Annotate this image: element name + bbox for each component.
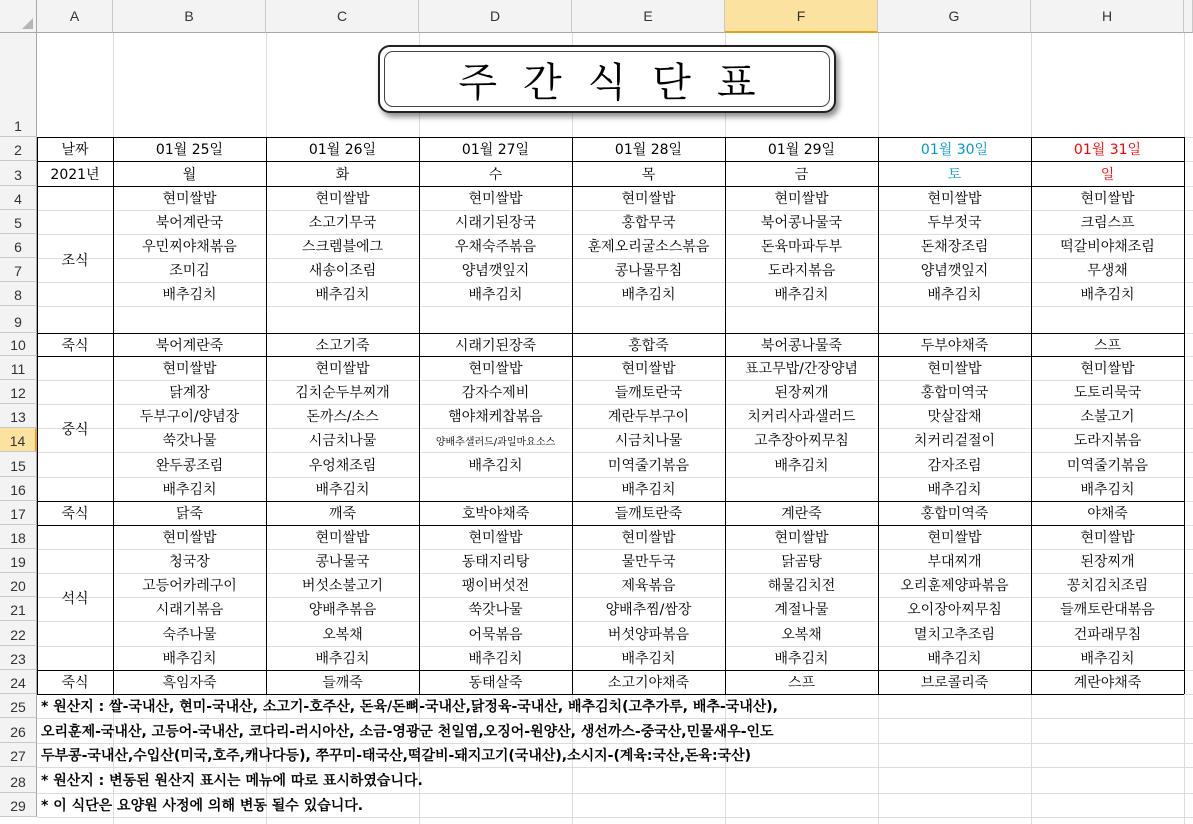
menu-cell[interactable]: 현미쌀밥 bbox=[315, 191, 370, 207]
menu-cell[interactable]: 김치순두부찌개 bbox=[295, 385, 390, 401]
row-header-27[interactable]: 27 bbox=[0, 743, 37, 767]
date-cell[interactable]: 01월 27일 bbox=[461, 142, 530, 158]
row-header-3[interactable]: 3 bbox=[0, 161, 37, 186]
menu-cell[interactable]: 홍합무국 bbox=[621, 215, 676, 231]
menu-cell[interactable]: 소고기야채죽 bbox=[607, 675, 690, 691]
menu-cell[interactable]: 양배추찜/쌈장 bbox=[605, 602, 692, 618]
select-all-corner[interactable] bbox=[0, 0, 37, 33]
menu-cell[interactable]: 멸치고추조림 bbox=[913, 626, 996, 643]
menu-cell[interactable]: 배추김치 bbox=[774, 651, 829, 667]
row-header-24[interactable]: 24 bbox=[0, 670, 37, 694]
weekday-cell[interactable]: 화 bbox=[335, 166, 350, 183]
menu-cell[interactable]: 배추김치 bbox=[468, 287, 523, 303]
menu-cell[interactable]: 북어콩나물죽 bbox=[760, 337, 843, 354]
menu-cell[interactable]: 감자수제비 bbox=[461, 385, 530, 401]
row-header-25[interactable]: 25 bbox=[0, 694, 37, 718]
menu-cell[interactable]: 해물김치전 bbox=[767, 578, 836, 594]
menu-cell[interactable]: 도라지볶음 bbox=[1073, 433, 1142, 449]
row-header-22[interactable]: 22 bbox=[0, 621, 37, 646]
menu-cell[interactable]: 현미쌀밥 bbox=[927, 361, 982, 377]
menu-cell[interactable]: 호박야채죽 bbox=[461, 506, 530, 522]
menu-cell[interactable]: 현미쌀밥 bbox=[621, 530, 676, 546]
menu-cell[interactable]: 배추김치 bbox=[774, 457, 829, 474]
row-header-11[interactable]: 11 bbox=[0, 356, 37, 380]
menu-cell[interactable]: 현미쌀밥 bbox=[315, 361, 370, 377]
menu-cell[interactable]: 어묵볶음 bbox=[468, 626, 523, 643]
origin-note-line: * 이 식단은 요양원 사정에 의해 변동 될수 있습니다. bbox=[41, 798, 364, 814]
menu-cell[interactable]: 돈육마파두부 bbox=[760, 239, 843, 255]
menu-cell[interactable]: 소고기죽 bbox=[315, 337, 370, 354]
menu-cell[interactable]: 쑥갓나물 bbox=[162, 433, 217, 449]
menu-cell[interactable]: 부대찌개 bbox=[927, 554, 982, 570]
menu-cell[interactable]: 닭죽 bbox=[175, 506, 204, 522]
weekday-cell[interactable]: 토 bbox=[947, 166, 962, 183]
row-header-4[interactable]: 4 bbox=[0, 186, 37, 210]
menu-cell[interactable]: 동태지리탕 bbox=[461, 554, 530, 570]
menu-cell[interactable]: 계란두부구이 bbox=[607, 409, 690, 425]
menu-cell[interactable]: 쑥갓나물 bbox=[468, 602, 523, 618]
weekday-cell[interactable]: 금 bbox=[794, 166, 809, 183]
menu-cell[interactable]: 오복채 bbox=[322, 626, 363, 643]
menu-cell[interactable]: 조미김 bbox=[169, 263, 210, 279]
menu-cell[interactable]: 우민찌야채볶음 bbox=[142, 239, 237, 255]
menu-cell[interactable]: 치커리겉절이 bbox=[913, 433, 996, 449]
weekday-cell[interactable]: 수 bbox=[488, 166, 503, 183]
menu-cell[interactable]: 양배추볶음 bbox=[308, 602, 377, 618]
menu-cell[interactable]: 무생채 bbox=[1087, 263, 1128, 279]
row-header-1[interactable]: 1 bbox=[0, 33, 37, 137]
menu-cell[interactable]: 배추김치 bbox=[621, 651, 676, 667]
table-border-v bbox=[1184, 137, 1185, 694]
column-header-c[interactable]: C bbox=[266, 0, 419, 33]
menu-cell[interactable]: 시래기된장죽 bbox=[454, 337, 537, 354]
date-cell[interactable]: 01월 28일 bbox=[614, 142, 683, 158]
menu-cell[interactable]: 숙주나물 bbox=[162, 626, 217, 643]
menu-cell[interactable]: 콩나물국 bbox=[315, 554, 370, 570]
menu-cell[interactable]: 스크렘블에그 bbox=[301, 239, 384, 255]
weekday-cell[interactable]: 월 bbox=[182, 166, 197, 183]
menu-cell[interactable]: 배추김치 bbox=[1080, 651, 1135, 667]
menu-cell[interactable]: 두부구이/양념장 bbox=[139, 409, 240, 425]
column-header-d[interactable]: D bbox=[419, 0, 572, 33]
menu-cell[interactable]: 맛살잡채 bbox=[927, 409, 982, 425]
column-header-a[interactable]: A bbox=[37, 0, 113, 33]
menu-cell[interactable]: 북어계란국 bbox=[155, 215, 224, 231]
row-header-18[interactable]: 18 bbox=[0, 525, 37, 549]
row-header-10[interactable]: 10 bbox=[0, 333, 37, 356]
menu-cell[interactable]: 현미쌀밥 bbox=[162, 191, 217, 207]
column-header-h[interactable]: H bbox=[1031, 0, 1184, 33]
menu-cell[interactable]: 양념깻잎지 bbox=[461, 263, 530, 279]
menu-cell[interactable]: 제육볶음 bbox=[621, 578, 676, 594]
menu-cell[interactable]: 감자조림 bbox=[927, 457, 982, 474]
menu-cell[interactable]: 현미쌀밥 bbox=[1080, 530, 1135, 546]
menu-cell[interactable]: 도라지볶음 bbox=[767, 263, 836, 279]
row-header-5[interactable]: 5 bbox=[0, 210, 37, 234]
menu-cell[interactable]: 버섯양파볶음 bbox=[607, 626, 690, 643]
row-header-28[interactable]: 28 bbox=[0, 767, 37, 793]
menu-cell[interactable]: 현미쌀밥 bbox=[162, 530, 217, 546]
row-header-15[interactable]: 15 bbox=[0, 452, 37, 477]
menu-cell[interactable]: 계절나물 bbox=[774, 602, 829, 618]
menu-cell[interactable]: 스프 bbox=[1093, 337, 1122, 354]
date-cell[interactable]: 01월 26일 bbox=[308, 142, 377, 158]
menu-cell[interactable]: 소고기무국 bbox=[308, 215, 377, 231]
menu-cell[interactable]: 북어콩나물국 bbox=[760, 215, 843, 231]
row-header-17[interactable]: 17 bbox=[0, 501, 37, 525]
menu-cell[interactable]: 깨죽 bbox=[328, 506, 357, 522]
menu-cell[interactable]: 홍합미역국 bbox=[920, 385, 989, 401]
date-label[interactable]: 날짜 bbox=[61, 142, 89, 158]
menu-cell[interactable]: 떡갈비야채조림 bbox=[1060, 239, 1155, 255]
column-header-e[interactable]: E bbox=[572, 0, 725, 33]
row-header-21[interactable]: 21 bbox=[0, 597, 37, 621]
row-header-2[interactable]: 2 bbox=[0, 137, 37, 161]
menu-cell[interactable]: 두부야채죽 bbox=[920, 337, 989, 354]
weekday-cell[interactable]: 목 bbox=[641, 166, 656, 183]
menu-cell[interactable]: 현미쌀밥 bbox=[1080, 361, 1135, 377]
menu-cell[interactable]: 물만두국 bbox=[621, 554, 676, 570]
weekday-cell[interactable]: 일 bbox=[1100, 166, 1115, 183]
menu-cell[interactable]: 시금치나물 bbox=[614, 433, 683, 449]
menu-cell[interactable]: 표고무밥/간장양념 bbox=[745, 361, 858, 377]
meal-label-lunch[interactable]: 중식 bbox=[61, 421, 89, 438]
menu-cell[interactable]: 배추김치 bbox=[1080, 287, 1135, 303]
menu-cell[interactable]: 동태살죽 bbox=[468, 675, 523, 691]
menu-cell[interactable]: 치커리사과샐러드 bbox=[747, 409, 856, 425]
date-cell[interactable]: 01월 25일 bbox=[155, 142, 224, 158]
meal-label-dinner[interactable]: 석식 bbox=[61, 590, 89, 607]
date-cell[interactable]: 01월 29일 bbox=[767, 142, 836, 158]
menu-cell[interactable]: 돈채장조림 bbox=[920, 239, 989, 255]
row-header-16[interactable]: 16 bbox=[0, 477, 37, 501]
menu-cell[interactable]: 야채죽 bbox=[1087, 506, 1128, 522]
menu-cell[interactable]: 현미쌀밥 bbox=[468, 191, 523, 207]
menu-cell[interactable]: 현미쌀밥 bbox=[927, 191, 982, 207]
menu-cell[interactable]: 시래기볶음 bbox=[155, 602, 224, 618]
menu-cell[interactable]: 배추김치 bbox=[162, 651, 217, 667]
menu-cell[interactable]: 현미쌀밥 bbox=[621, 191, 676, 207]
meal-label-porridge[interactable]: 죽식 bbox=[61, 506, 89, 522]
menu-cell[interactable]: 버섯소불고기 bbox=[301, 578, 384, 594]
menu-cell[interactable]: 시금치나물 bbox=[308, 433, 377, 449]
row-header-23[interactable]: 23 bbox=[0, 646, 37, 670]
menu-cell[interactable]: 배추김치 bbox=[621, 287, 676, 303]
menu-cell[interactable]: 배추김치 bbox=[162, 287, 217, 303]
menu-cell[interactable]: 홍합미역죽 bbox=[920, 506, 989, 522]
date-cell[interactable]: 01월 30일 bbox=[920, 142, 989, 158]
row-header-9[interactable]: 9 bbox=[0, 306, 37, 333]
menu-cell[interactable]: 배추김치 bbox=[315, 482, 370, 498]
meal-label-breakfast[interactable]: 조식 bbox=[61, 252, 89, 269]
row-header-29[interactable]: 29 bbox=[0, 793, 37, 817]
menu-cell[interactable]: 배추김치 bbox=[468, 651, 523, 667]
gridline-h bbox=[37, 817, 1193, 818]
menu-cell[interactable]: 오이장아찌무침 bbox=[907, 602, 1002, 618]
menu-cell[interactable]: 도토리묵국 bbox=[1073, 385, 1142, 401]
menu-cell[interactable]: 배추김치 bbox=[621, 482, 676, 498]
menu-cell[interactable]: 배추김치 bbox=[468, 457, 523, 474]
menu-cell[interactable]: 두부젓국 bbox=[927, 215, 982, 231]
menu-cell[interactable]: 현미쌀밥 bbox=[468, 530, 523, 546]
menu-cell[interactable]: 배추김치 bbox=[315, 287, 370, 303]
menu-cell[interactable]: 우엉채조림 bbox=[308, 457, 377, 474]
column-header-f[interactable]: F bbox=[725, 0, 878, 33]
menu-cell[interactable]: 시래기된장국 bbox=[454, 215, 537, 231]
origin-note-line: * 원산지 : 쌀-국내산, 현미-국내산, 소고기-호주산, 돈육/돈뼈-국내산,닭정육-국내산, 배추김치(고추가루, 배추-국내산), bbox=[41, 699, 778, 715]
date-cell[interactable]: 01월 31일 bbox=[1073, 142, 1142, 158]
row-header-6[interactable]: 6 bbox=[0, 234, 37, 258]
menu-cell[interactable]: 계란죽 bbox=[781, 506, 822, 522]
menu-cell[interactable]: 미역줄기볶음 bbox=[1066, 457, 1149, 474]
menu-cell[interactable]: 현미쌀밥 bbox=[162, 361, 217, 377]
column-header-b[interactable]: B bbox=[113, 0, 266, 33]
gridline-h bbox=[37, 306, 1193, 307]
menu-cell[interactable]: 현미쌀밥 bbox=[621, 361, 676, 377]
row-header-26[interactable]: 26 bbox=[0, 718, 37, 743]
menu-cell[interactable]: 스프 bbox=[787, 675, 816, 691]
menu-cell[interactable]: 된장찌개 bbox=[774, 385, 829, 401]
row-header-12[interactable]: 12 bbox=[0, 380, 37, 404]
select-all-icon bbox=[22, 18, 33, 29]
origin-note-line: * 원산지 : 변동된 원산지 표시는 메뉴에 따로 표시하였습니다. bbox=[41, 773, 423, 789]
menu-cell[interactable]: 건파래무침 bbox=[1073, 626, 1142, 643]
menu-cell[interactable]: 완두콩조림 bbox=[155, 457, 224, 474]
origin-note-line: 두부콩-국내산,수입산(미국,호주,캐나다등), 쭈꾸미-태국산,떡갈비-돼지고기(국내산),소시지-(계육:국산,돈육:국산) bbox=[41, 748, 751, 764]
menu-cell[interactable]: 계란야채죽 bbox=[1073, 675, 1142, 691]
title-box[interactable] bbox=[378, 45, 836, 113]
column-header-g[interactable]: G bbox=[878, 0, 1031, 33]
menu-cell[interactable]: 배추김치 bbox=[927, 482, 982, 498]
menu-cell[interactable]: 미역줄기볶음 bbox=[607, 457, 690, 474]
menu-cell[interactable]: 오복채 bbox=[781, 626, 822, 643]
menu-cell[interactable]: 들깨토란죽 bbox=[614, 506, 683, 522]
menu-cell[interactable]: 현미쌀밥 bbox=[1080, 191, 1135, 207]
menu-cell[interactable]: 들깨죽 bbox=[322, 675, 363, 691]
row-header-13[interactable]: 13 bbox=[0, 404, 37, 428]
menu-cell[interactable]: 배추김치 bbox=[774, 287, 829, 303]
row-header-14[interactable]: 14 bbox=[0, 428, 37, 452]
menu-cell[interactable]: 닭곰탕 bbox=[781, 554, 822, 570]
menu-cell[interactable]: 새송이조림 bbox=[308, 263, 377, 279]
menu-cell[interactable]: 꽁치김치조림 bbox=[1066, 578, 1149, 594]
menu-cell[interactable]: 배추김치 bbox=[162, 482, 217, 498]
meal-label-porridge[interactable]: 죽식 bbox=[61, 675, 89, 691]
menu-cell[interactable]: 청국장 bbox=[169, 554, 210, 570]
menu-cell[interactable]: 양념깻잎지 bbox=[920, 263, 989, 279]
menu-cell[interactable]: 크림스프 bbox=[1080, 215, 1135, 231]
menu-cell[interactable]: 고추장아찌무침 bbox=[754, 433, 849, 449]
menu-cell[interactable]: 현미쌀밥 bbox=[774, 191, 829, 207]
menu-cell[interactable]: 배추김치 bbox=[927, 651, 982, 667]
menu-cell[interactable]: 홍합죽 bbox=[628, 337, 669, 354]
menu-cell[interactable]: 고등어카레구이 bbox=[142, 578, 237, 594]
origin-note-line: 오리훈제-국내산, 고등어-국내산, 코다리-러시아산, 소금-영광군 천일염,오징어-원양산, 생선까스-중국산,민물새우-인도 bbox=[41, 723, 774, 740]
menu-cell[interactable]: 오리훈제양파볶음 bbox=[900, 578, 1009, 594]
menu-cell[interactable]: 배추김치 bbox=[927, 287, 982, 303]
menu-cell[interactable]: 현미쌀밥 bbox=[927, 530, 982, 546]
menu-cell[interactable]: 현미쌀밥 bbox=[315, 530, 370, 546]
row-header-19[interactable]: 19 bbox=[0, 549, 37, 573]
year-label[interactable]: 2021년 bbox=[50, 166, 100, 183]
menu-cell[interactable]: 양배추샐러드/과일마요소스 bbox=[435, 436, 556, 448]
menu-cell[interactable]: 들깨토란대볶음 bbox=[1060, 602, 1155, 618]
menu-cell[interactable]: 북어계란죽 bbox=[155, 337, 224, 354]
row-header-7[interactable]: 7 bbox=[0, 258, 37, 282]
menu-cell[interactable]: 우채숙주볶음 bbox=[454, 239, 537, 255]
menu-cell[interactable]: 훈제오리굴소스볶음 bbox=[587, 239, 710, 255]
column-header-overflow bbox=[1184, 0, 1193, 33]
menu-cell[interactable]: 팽이버섯전 bbox=[461, 578, 530, 594]
row-header-8[interactable]: 8 bbox=[0, 282, 37, 306]
menu-cell[interactable]: 들깨토란국 bbox=[614, 385, 683, 401]
meal-label-porridge[interactable]: 죽식 bbox=[61, 337, 89, 354]
menu-cell[interactable]: 현미쌀밥 bbox=[774, 530, 829, 546]
sheet-title: 주간식단표 bbox=[458, 59, 782, 106]
menu-cell[interactable]: 흑임자죽 bbox=[162, 675, 217, 691]
menu-cell[interactable]: 브로콜리죽 bbox=[920, 675, 989, 691]
title-inner-frame bbox=[384, 51, 830, 107]
row-header-20[interactable]: 20 bbox=[0, 573, 37, 597]
menu-cell[interactable]: 닭계장 bbox=[169, 385, 210, 401]
menu-cell[interactable]: 콩나물무침 bbox=[614, 263, 683, 279]
menu-cell[interactable]: 배추김치 bbox=[1080, 482, 1135, 498]
menu-cell[interactable]: 현미쌀밥 bbox=[468, 361, 523, 377]
menu-cell[interactable]: 햄야채케찹볶음 bbox=[448, 409, 543, 425]
menu-cell[interactable]: 돈까스/소스 bbox=[306, 409, 379, 425]
menu-cell[interactable]: 소불고기 bbox=[1080, 409, 1135, 425]
menu-cell[interactable]: 된장찌개 bbox=[1080, 554, 1135, 570]
menu-cell[interactable]: 배추김치 bbox=[315, 651, 370, 667]
